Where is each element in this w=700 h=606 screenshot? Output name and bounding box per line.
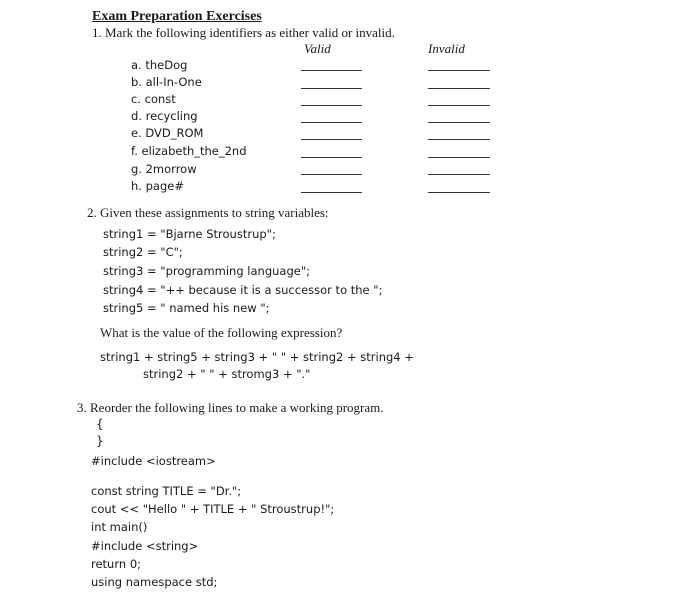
identifier-item-d: d. recycling bbox=[131, 109, 198, 123]
valid-blank-f[interactable] bbox=[301, 157, 362, 158]
question-2-prompt: 2. Given these assignments to string variables: bbox=[87, 205, 329, 220]
assignment-string3: string3 = "programming language"; bbox=[103, 264, 310, 278]
program-line: const string TITLE = "Dr."; bbox=[91, 484, 242, 498]
identifier-item-e: e. DVD_ROM bbox=[131, 126, 204, 140]
program-line: return 0; bbox=[91, 557, 142, 571]
invalid-blank-g[interactable] bbox=[428, 174, 490, 175]
invalid-blank-e[interactable] bbox=[428, 139, 490, 140]
expression-line-1: string1 + string5 + string3 + " " + string2 + string4 + bbox=[100, 350, 414, 364]
invalid-blank-h[interactable] bbox=[428, 192, 490, 193]
invalid-blank-b[interactable] bbox=[428, 88, 490, 89]
program-line: cout << "Hello " + TITLE + " Stroustrup!"; bbox=[91, 502, 335, 516]
open-brace: { bbox=[96, 417, 104, 431]
invalid-column-header: Invalid bbox=[428, 41, 465, 56]
assignment-string5: string5 = " named his new "; bbox=[103, 301, 270, 315]
valid-blank-e[interactable] bbox=[301, 139, 362, 140]
valid-blank-a[interactable] bbox=[301, 70, 362, 71]
invalid-blank-f[interactable] bbox=[428, 157, 490, 158]
invalid-blank-a[interactable] bbox=[428, 70, 490, 71]
valid-blank-c[interactable] bbox=[301, 105, 362, 106]
identifier-item-c: c. const bbox=[131, 92, 176, 106]
identifier-item-g: g. 2morrow bbox=[131, 162, 197, 176]
program-line: using namespace std; bbox=[91, 575, 218, 589]
invalid-blank-c[interactable] bbox=[428, 105, 490, 106]
page-title: Exam Preparation Exercises bbox=[92, 9, 262, 24]
assignment-string4: string4 = "++ because it is a successor to the "; bbox=[103, 283, 383, 297]
program-line: int main() bbox=[91, 520, 148, 534]
identifier-item-f: f. elizabeth_the_2nd bbox=[131, 144, 247, 158]
close-brace: } bbox=[96, 434, 104, 448]
assignment-string2: string2 = "C"; bbox=[103, 245, 183, 259]
valid-blank-h[interactable] bbox=[301, 192, 362, 193]
valid-column-header: Valid bbox=[304, 41, 331, 56]
identifier-item-h: h. page# bbox=[131, 179, 184, 193]
valid-blank-d[interactable] bbox=[301, 122, 362, 123]
invalid-blank-d[interactable] bbox=[428, 122, 490, 123]
assignment-string1: string1 = "Bjarne Stroustrup"; bbox=[103, 227, 276, 241]
expression-question: What is the value of the following expression? bbox=[100, 325, 343, 340]
program-line: #include <iostream> bbox=[91, 454, 216, 468]
expression-line-2: string2 + " " + stromg3 + "." bbox=[143, 367, 311, 381]
program-line: #include <string> bbox=[91, 539, 199, 553]
valid-blank-g[interactable] bbox=[301, 174, 362, 175]
identifier-item-a: a. theDog bbox=[131, 58, 188, 72]
question-1-prompt: 1. Mark the following identifiers as either valid or invalid. bbox=[92, 25, 395, 40]
question-3-prompt: 3. Reorder the following lines to make a working program. bbox=[77, 400, 384, 415]
valid-blank-b[interactable] bbox=[301, 88, 362, 89]
identifier-item-b: b. all-In-One bbox=[131, 75, 202, 89]
